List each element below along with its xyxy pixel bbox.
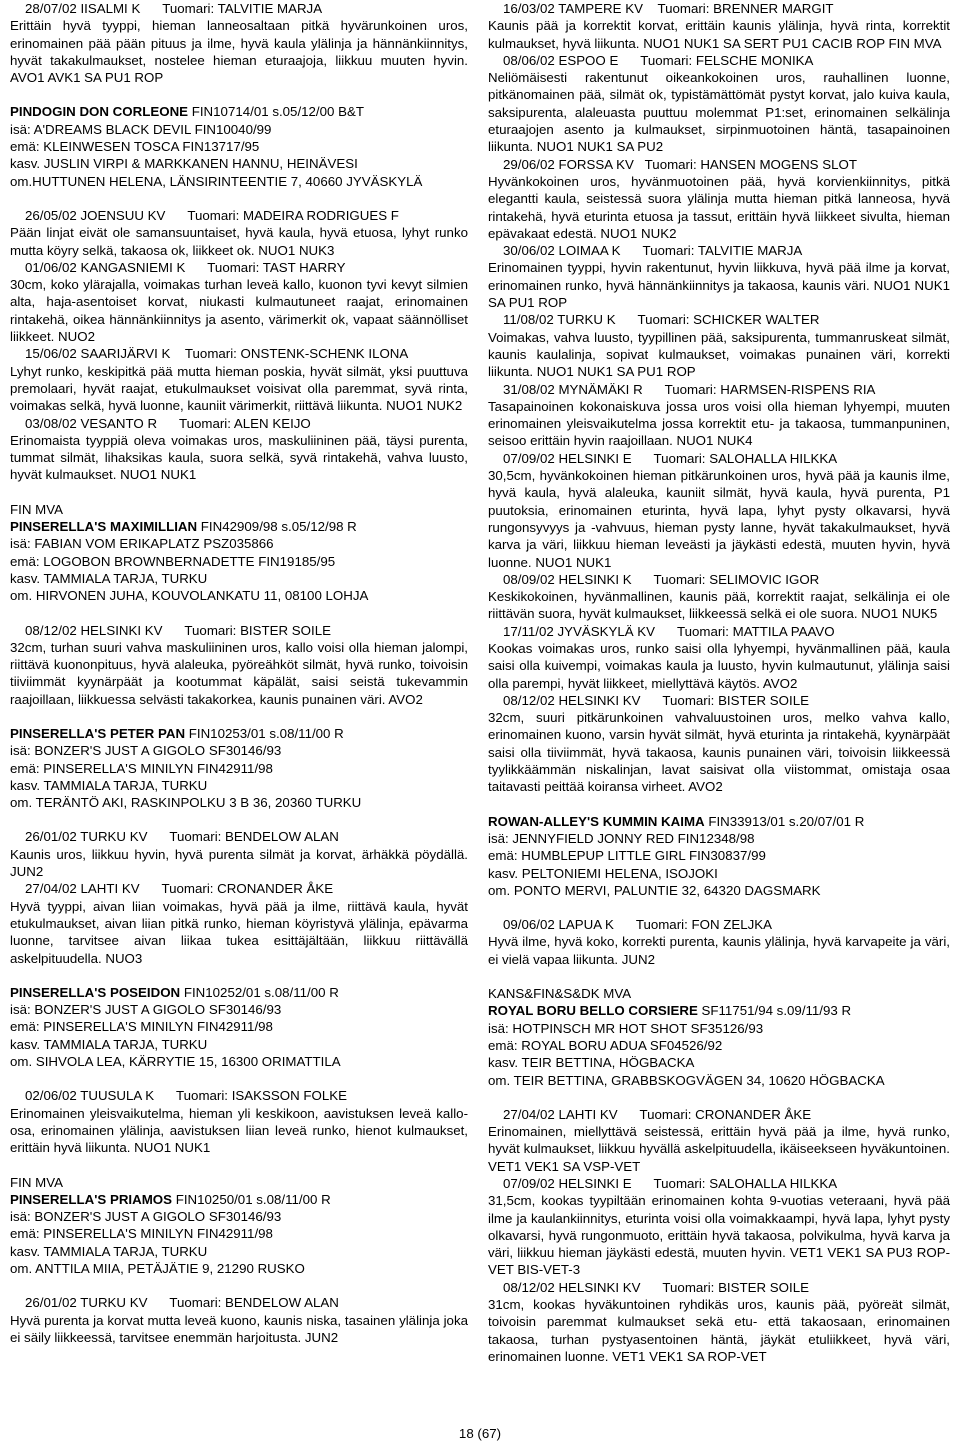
show-result-header: 08/12/02 HELSINKI KV Tuomari: BISTER SOILE [503,692,809,708]
judge-critique: Hyvä purenta ja korvat mutta leveä kuono, kaunis niska, tasainen ylälinja joka ei säily liikkeessä, tarvitsee enemmän harjoitusta. JUN2 [10,1312,468,1345]
show-result-header: 17/11/02 JYVÄSKYLÄ KV Tuomari: MATTILA PAAVO [503,623,835,639]
show-result-header: 30/06/02 LOIMAA K Tuomari: TALVITIE MARJA [503,243,803,259]
info-line: kasv. TAMMIALA TARJA, TURKU [10,1036,208,1052]
judge-critique: 31cm, kookas hyväkuntoinen ryhdikäs uros, kaunis pää, pyöreät silmät, toivoisin paremmat kulmaukset sekä etu- että takaosaan, erinomainen takaosa, turhan pystyasentoinen häntä, jäykät etuliikkeet, hyvä väri, erinomainen luonne. VET1 VEK1 SA ROP-VET [488,1297,950,1364]
dog-name: PINSERELLA'S PETER PAN [10,725,186,741]
show-result-header: 07/09/02 HELSINKI E Tuomari: SALOHALLA HILKKA [503,450,838,466]
blank-line [10,605,468,622]
blank-line [10,484,468,501]
show-result-header: 09/06/02 LAPUA K Tuomari: FON ZELJKA [503,917,773,933]
info-line: om.HUTTUNEN HELENA, LÄNSIRINTEENTIE 7, 40660 JYVÄSKYLÄ [10,173,423,189]
show-result-header: 01/06/02 KANGASNIEMI K Tuomari: TAST HARRY [25,259,346,275]
judge-critique: Kaunis uros, liikkuu hyvin, hyvä purenta silmät ja korvat, ärhäkkä pöydällä. JUN2 [10,846,468,880]
info-line: om. PONTO MERVI, PALUNTIE 32, 64320 DAGSMARK [488,882,821,898]
dog-name: PINDOGIN DON CORLEONE [10,104,189,120]
info-line: kasv. TAMMIALA TARJA, TURKU [10,570,208,586]
info-line: isä: BONZER'S JUST A GIGOLO SF30146/93 [10,743,282,759]
show-result-header: 11/08/02 TURKU K Tuomari: SCHICKER WALTER [503,312,820,328]
dog-entry-title [10,725,468,742]
info-line: emä: HUMBLEPUP LITTLE GIRL FIN30837/99 [488,848,766,864]
blank-line [10,811,468,828]
info-line: kasv. TAMMIALA TARJA, TURKU [10,1243,208,1259]
info-line: isä: BONZER'S JUST A GIGOLO SF30146/93 [10,1209,282,1225]
show-result-header: 26/05/02 JOENSUU KV Tuomari: MADEIRA RODRIGUES F [25,207,399,223]
blank-line [10,86,468,103]
info-line: emä: ROYAL BORU ADUA SF04526/92 [488,1037,723,1053]
blank-line [10,1277,468,1294]
dog-name: ROYAL BORU BELLO CORSIERE [488,1003,698,1019]
dog-entry-title [488,1002,950,1019]
judge-critique: Pään linjat eivät ole samansuuntaiset, hyvä kaula, hyvä etuosa, lyhyt runko mutta köyry selkä, takaosa ok, liikkeet ok. NUO1 NUK3 [10,225,468,258]
dog-name: PINSERELLA'S POSEIDON [10,984,181,1000]
judge-critique: Lyhyt runko, keskipitkä pää mutta hieman poskia, hyvät silmät, yksi puuttuva premolaari, hyvät raajat, etukulmaukset voisivat olla paremmat, syvä rinta, voimakas selkä, hyvä luonne, kauniit värimerkit, riittävä liikunta. NUO1 NUK2 [10,363,468,414]
registration-info: SF11751/94 s.09/11/93 R [697,1003,852,1019]
page-number: 18 (67) [458,1426,502,1441]
show-result-header: 02/06/02 TUUSULA K Tuomari: ISAKSSON FOLKE [25,1088,347,1104]
info-line: isä: JENNYFIELD JONNY RED FIN12348/98 [488,830,755,846]
judge-critique: Erinomainen tyyppi, hyvin rakentunut, hyvin liikkuva, hyvä pää ilme ja korvat, erinomainen runko, hyvä hännänkiinnitys ja takaosa, kaunis väri. NUO1 NUK1 SA PU1 ROP [488,260,950,311]
show-result-header: 08/12/02 HELSINKI KV Tuomari: BISTER SOILE [25,622,331,638]
info-line: FIN MVA [10,501,63,517]
judge-critique: Neliömäisesti rakentunut oikeankokoinen uros, rauhallinen luonne, pitkänomainen pää, silmät ok, typistämättömät pystyt korvat, jalo kuiva kaula, saksipurenta, alaleuasta puuttuu molemmat P1:set, erinomainen selkälinja eturaajojen asento ja kulmaukset, sirpinmuotoinen häntä, tasapainoinen liikunta. NUO1 NUK1 SA PU2 [488,70,950,155]
info-line: kasv. TEIR BETTINA, HÖGBACKA [488,1055,695,1071]
registration-info: FIN33913/01 s.20/07/01 R [704,813,865,829]
judge-critique: Hyvä tyyppi, aivan liian voimakas, hyvä pää ja ilme, riittävä kaula, hyvät etukulmaukset, aivan liian pitkä runko, hieman köyristyvä ylälinja, epävarma luonne, tarvitsee aivan liikaa tukea esittäjältään, liikkuu riittävällä askelpituudella. NUO3 [10,898,468,966]
dog-name: PINSERELLA'S PRIAMOS [10,1191,173,1207]
info-line: isä: A'DREAMS BLACK DEVIL FIN10040/99 [10,121,272,137]
show-result-header: 08/12/02 HELSINKI KV Tuomari: BISTER SOILE [503,1279,809,1295]
show-result-header: 26/01/02 TURKU KV Tuomari: BENDELOW ALAN [25,1295,339,1311]
show-result-header: 08/09/02 HELSINKI K Tuomari: SELIMOVIC IGOR [503,571,820,587]
info-line: emä: PINSERELLA'S MINILYN FIN42911/98 [10,1226,273,1242]
show-result-header: 15/06/02 SAARIJÄRVI K Tuomari: ONSTENK-SCHENK ILONA [25,346,409,362]
judge-critique: 30,5cm, hyvänkokoinen hieman pitkärunkoinen uros, hyvä pää ja kaunis ilme, hyvä kaula, hyvä alaleuka, kauniit silmät, hyvä kaula, hyvä purenta, P1 puutoksia, erinomainen eturinta, hyvä lapa, lyhyt pysty olkavarsi, hyvä rungonsyvyys ja -vahvuus, hieman pysty lanne, hyvät takakulmaukset, hyvä karva ja väri, liikkuu hieman leveästi ja jäykästi edestä, muuten hyvin, hyvä luonne. NUO1 NUK1 [488,468,950,570]
judge-critique: Erittäin hyvä tyyppi, hieman lanneosaltaan pitkä hyvärunkoinen uros, erinomainen pää pään pituus ja ilme, hyvä kaula ylälinja ja hännänkiinnitys, hyvät takakulmaukset, nostelee hieman eturaajoja, liikkuu muuten hyvin. AVO1 AVK1 SA PU1 ROP [10,18,468,86]
dog-entry-title [10,103,468,120]
show-result-header: 27/04/02 LAHTI KV Tuomari: CRONANDER ÅKE [25,881,334,897]
info-line: emä: PINSERELLA'S MINILYN FIN42911/98 [10,1019,273,1035]
blank-line [10,967,468,984]
judge-critique: Hyvänkokoinen uros, hyvänmuotoinen pää, hyvä korvienkiinnitys, pitkä elegantti kaula, seistessä suora ylälinja mutta hieman pitkä lanneosa, hyvä rintakehä, hyvä eturinta etuosa ja tassut, erittäin hyvä liikkeet sivulta, hieman epävakaat edestä. NUO1 NUK2 [488,173,950,241]
show-result-header: 26/01/02 TURKU KV Tuomari: BENDELOW ALAN [25,829,339,845]
show-result-header: 03/08/02 VESANTO R Tuomari: ALEN KEIJO [25,415,311,431]
dog-entry-title [10,984,468,1001]
dog-entry-title [10,518,468,535]
registration-info: FIN10250/01 s.08/11/00 R [172,1191,331,1207]
judge-critique: 32cm, suuri pitkärunkoinen vahvaluustoinen uros, melko vahva kallo, erinomainen kuono, varsin hyvät silmät, hyvä eturinta ja rintakehä, kyynärpäät saisi olla tiiviimmät, hyvä takaosa, kaunis punainen väri, toivoisin liikkeessä tyylikkäämmän niskalinjan, lavat saisivat olla viistommat, omistaja osaa taitavasti peittää koiransa virheet. AVO2 [488,710,950,795]
judge-critique: Erinomaista tyyppiä oleva voimakas uros, maskuliininen pää, täysi purenta, tummat silmät, lihaksikas kaula, suora selkä, syvä rintakehä, vahva luusto, hyvät kulmaukset. NUO1 NUK1 [10,432,468,483]
judge-critique: 30cm, koko yläraja​lla, voimakas turhan leveä kallo, kuonon tyvi kevyt silmien alta, haja-asentoiset korvat, niukasti kulmautuneet raajat, erinomainen rintakehä, oikea hännänkiinnitys ja asento, värimerkit ok, vapaat säännölliset liikkeet. NUO2 [10,277,468,345]
info-line: emä: KLEINWESEN TOSCA FIN13717/95 [10,139,260,155]
show-result-header: 07/09/02 HELSINKI E Tuomari: SALOHALLA HILKKA [503,1176,838,1191]
judge-critique: Kookas voimakas uros, runko saisi olla lyhyempi, hyvänmallinen pää, kaula saisi olla kuivempi, voimakas kaula ja luusto, hyvin kulmautunut, ylälinja saisi olla parempi, hyvät liikkeet, miellyttävä käytös. AVO2 [488,640,950,691]
show-result-header: 29/06/02 FORSSA KV Tuomari: HANSEN MOGENS SLOT [503,156,857,172]
show-result-header: 31/08/02 MYNÄMÄKI R Tuomari: HARMSEN-RISPENS RIA [503,381,876,397]
show-result-header: 28/07/02 IISALMI K Tuomari: TALVITIE MARJA [25,1,323,16]
dog-entry-title [488,813,950,830]
info-line: om. TEIR BETTINA, GRABBSKOGVÄGEN 34, 10620 HÖGBACKA [488,1072,885,1088]
show-result-header: 27/04/02 LAHTI KV Tuomari: CRONANDER ÅKE [503,1106,812,1122]
blank-line [488,899,950,916]
judge-critique: Keskikokoinen, hyvänmallinen, kaunis pää, korrektit raajat, selkälinja ei ole riittävän suora, hyvät kulmaukset, liikkeessä selkä ei ole suora. NUO1 NUK5 [488,589,950,622]
info-line: KANS&FIN&S&DK MVA [488,986,632,1002]
info-line: om. SIHVOLA LEA, KÄRRYTIE 15, 16300 ORIMATTILA [10,1054,341,1070]
info-line: isä: HOTPINSCH MR HOT SHOT SF35126/93 [488,1020,764,1036]
info-line: kasv. TAMMIALA TARJA, TURKU [10,777,208,793]
info-line: FIN MVA [10,1174,63,1190]
show-result-header: 08/06/02 ESPOO E Tuomari: FELSCHE MONIKA [503,52,814,68]
judge-critique: Tasapainoinen kokonaiskuva jossa uros voisi olla hieman lyhyempi, muuten erinomainen yleisvaikutelma jossa korrektit etu- ja takaosa, tummanpuninen, seisoo erittäin hyvin raajoillaan. NUO1 NUK4 [488,398,950,449]
blank-line [10,190,468,207]
info-line: kasv. JUSLIN VIRPI & MARKKANEN HANNU, HEINÄVESI [10,156,358,172]
blank-line [488,1089,950,1106]
registration-info: FIN10253/01 s.08/11/00 R [185,725,344,741]
info-line: om. TERÄNTÖ AKI, RASKINPOLKU 3 B 36, 20360 TURKU [10,795,362,811]
blank-line [488,968,950,985]
registration-info: FIN42909/98 s.05/12/98 R [197,519,357,535]
info-line: om. ANTTILA MIIA, PETÄJÄTIE 9, 21290 RUSKO [10,1261,305,1276]
dog-name: ROWAN-ALLEY'S KUMMIN KAIMA [488,813,705,829]
judge-critique: Kaunis pää ja korrektit korvat, erittäin kaunis ylälinja, hyvä rinta, korrektit kulmaukset, hyvä liikunta. NUO1 NUK1 SA SERT PU1 CACIB ROP FIN MVA [488,18,950,51]
judge-critique: Erinomainen yleisvaikutelma, hieman yli keskikoon, aavistuksen leveä kallo-osa, erinomainen ylälinja, aavistuksen liian leveä runko, hienot kulmaukset, erittäin hyvä liikunta. NUO1 NUK1 [10,1105,468,1156]
blank-line [10,1070,468,1087]
blank-line [488,796,950,813]
info-line: isä: BONZER'S JUST A GIGOLO SF30146/93 [10,1002,282,1018]
judge-critique: 32cm, turhan suuri vahva maskuliininen uros, kallo voisi olla hieman jalompi, riittävä kuononpituus, hyvä alaleuka, pyöreähköt silmät, hyvä runko, toivoisin tiiviimmät kyynärpäät ja kootummat käpälät, saisi seistä tukevammin raajoillaan, liikkuessa selvästi takakorkea, kaunis punainen väri. AVO2 [10,639,468,707]
judge-critique: Hyvä ilme, hyvä koko, korrekti purenta, kaunis ylälinja, hyvä karvapeite ja väri, ei vielä vapaa liikunta. JUN2 [488,934,950,967]
judge-critique: Voimakas, vahva luusto, tyypillinen pää, saksipurenta, tummanruskeat silmät, kaunis kaulalinja, sopivat kulmaukset, voimakas punainen väri, korrekti liikunta. NUO1 NUK1 SA PU1 ROP [488,329,950,380]
judge-critique: 31,5cm, kookas tyypiltään erinomainen kohta 9-vuotias veteraani, hyvä pää ilme ja kaulankiinnitys, eturinta voisi olla voimakkaampi, hyvä lapa, lyhyt pysty olkavarsi, hyvä rungonmuoto, erittäin hyvä takaosa, polvikulma, hyvä karva ja väri, liikkuu hieman jäykästi edestä, muuten hyvin. VET1 VEK1 SA PU3 ROP-VET BIS-VET-3 [488,1193,950,1278]
show-result-header: 16/03/02 TAMPERE KV Tuomari: BRENNER MARGIT [503,1,834,16]
left-column [10,0,468,1346]
registration-info: FIN10714/01 s.05/12/00 B&T [188,104,364,120]
dog-entry-title [10,1191,468,1208]
info-line: isä: FABIAN VOM ERIKAPLATZ PSZ035866 [10,536,274,552]
info-line: om. HIRVONEN JUHA, KOUVOLANKATU 11, 08100 LOHJA [10,588,369,604]
judge-critique: Erinomainen, miellyttävä seistessä, erittäin hyvä pää ja ilme, hyvä runko, hyvät kulmaukset, liikkuu hyvällä askelpituudella, ikäiseekseen hyväkuntoinen. VET1 VEK1 SA VSP-VET [488,1124,950,1174]
info-line: kasv. PELTONIEMI HELENA, ISOJOKI [488,865,718,881]
dog-name: PINSERELLA'S MAXIMILLIAN [10,519,198,535]
blank-line [10,708,468,725]
registration-info: FIN10252/01 s.08/11/00 R [180,984,339,1000]
right-column [488,0,950,1365]
info-line: emä: PINSERELLA'S MINILYN FIN42911/98 [10,760,273,776]
info-line: emä: LOGOBON BROWNBERNADETTE FIN19185/95 [10,553,336,569]
blank-line [10,1157,468,1174]
